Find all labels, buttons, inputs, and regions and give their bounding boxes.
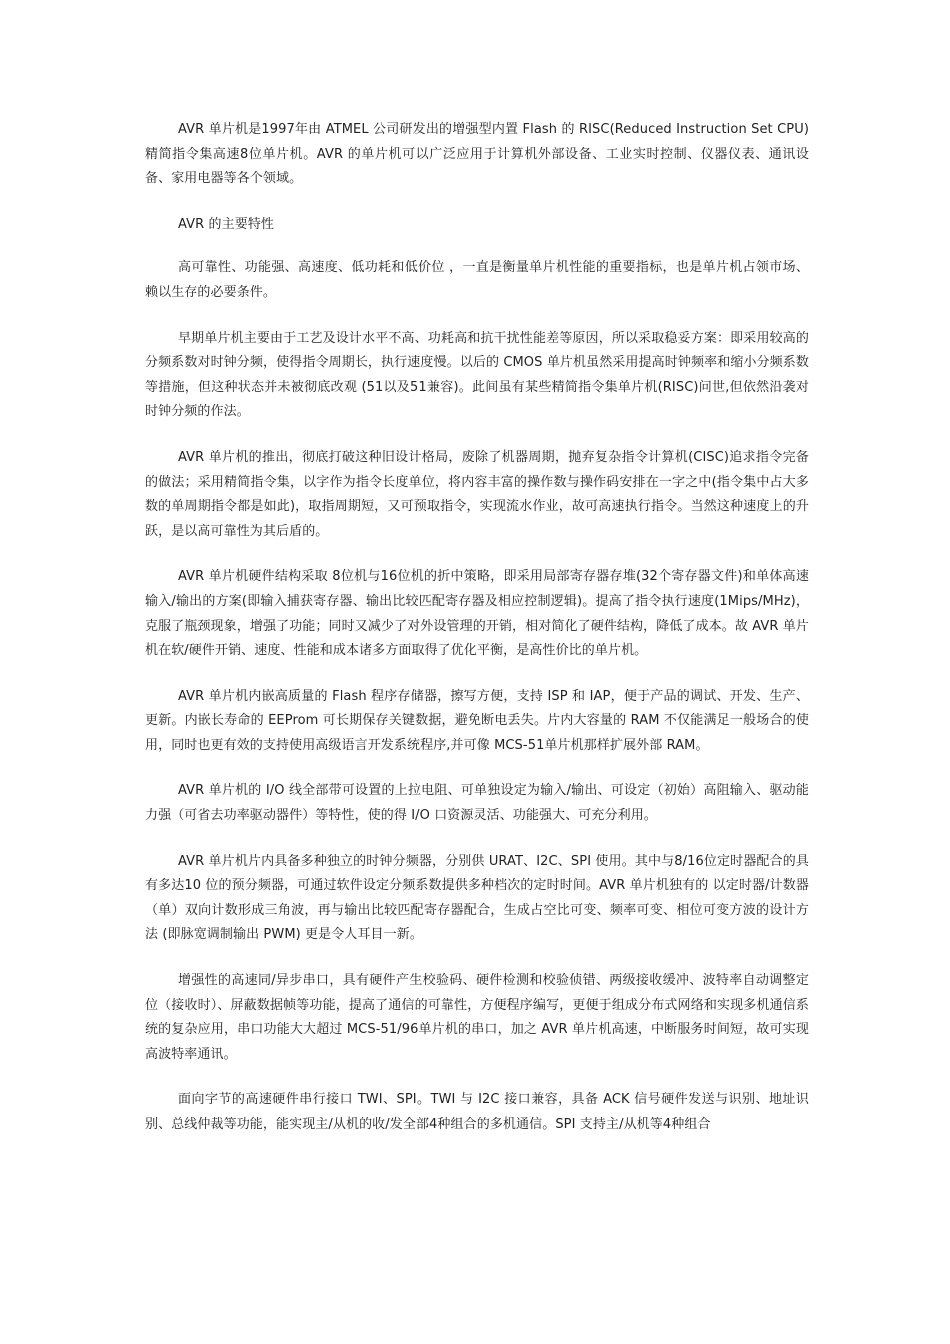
paragraph-flash-memory: AVR 单片机内嵌高质量的 Flash 程序存储器，擦写方便，支持 ISP 和 IAP，便于产品的调试、开发、生产、更新。内嵌长寿命的 EEProm 可长期保存关键数据，避免断电丢失。片内大容量的 RAM 不仅能满足一般场合的使用，同时也更有效的支持使用高级语言开发系统程序,并可像 MCS-51单片机那样扩展外部 RAM。 (145, 688, 809, 753)
paragraph-io-lines: AVR 单片机的 I/O 线全部带可设置的上拉电阻、可单独设定为输入/输出、可设定（初始）高阻输入、驱动能力强（可省去功率驱动器件）等特性，使的得 I/O 口资源灵活、功能强大、可充分利用。 (145, 783, 809, 824)
paragraph-hardware-structure: AVR 单片机硬件结构采取 8位机与16位机的折中策略，即采用局部寄存器存堆(32个寄存器文件)和单体高速输入/输出的方案(即输入捕获寄存器、输出比较匹配寄存器及相应控制逻辑)。提高了指令执行速度(1Mips/MHz)，克服了瓶颈现象，增强了功能；同时又减少了对外设管理的开销，相对简化了硬件结构，降低了成本。故 AVR 单片机在软/硬件开销、速度、性能和成本诸多方面取得了优化平衡，是高性价比的单片机。 (145, 569, 809, 659)
paragraph-clock-dividers: AVR 单片机片内具备多种独立的时钟分频器，分别供 URAT、I2C、SPI 使用。其中与8/16位定时器配合的具有多达10 位的预分频器，可通过软件设定分频系数提供多种档次的定时时间。AVR 单片机独有的 以定时器/计数器（单）双向计数形成三角波，再与输出比较匹配寄存器配合，生成占空比可变、频率可变、相位可变方波的设计方法 (即脉宽调制输出 PWM) 更是令人耳目一新。 (145, 853, 809, 943)
document-body (145, 118, 809, 1159)
paragraph-early-mcu: 早期单片机主要由于工艺及设计水平不高、功耗高和抗干扰性能差等原因，所以采取稳妥方案：即采用较高的分频系数对时钟分频，使得指令周期长，执行速度慢。以后的 CMOS 单片机虽然采用提高时钟频率和缩小分频系数等措施，但这种状态并未被彻底改观 (51以及51兼容)。此间虽有某些精简指令集单片机(RISC)问世,但依然沿袭对时钟分频的作法。 (145, 330, 809, 420)
paragraph-twi-spi: 面向字节的高速硬件串行接口 TWI、SPI。TWI 与 I2C 接口兼容，具备 ACK 信号硬件发送与识别、地址识别、总线仲裁等功能，能实现主/从机的收/发全部4种组合的多机通信。SPI 支持主/从机等4种组合 (145, 1092, 809, 1132)
section-heading: AVR 的主要特性 (178, 216, 275, 232)
paragraph-intro: AVR 单片机是1997年由 ATMEL 公司研发出的增强型内置 Flash 的 RISC(Reduced Instruction Set CPU) 精简指令集高速8位单片机。AVR 的单片机可以广泛应用于计算机外部设备、工业实时控制、仪器仪表、通讯设备、家用电器等各个领域。 (145, 122, 809, 187)
paragraph-avr-launch: AVR 单片机的推出，彻底打破这种旧设计格局，废除了机器周期，抛弃复杂指令计算机(CISC)追求指令完备的做法；采用精简指令集，以字作为指令长度单位，将内容丰富的操作数与操作码安排在一字之中(指令集中占大多数的单周期指令都是如此)，取指周期短，又可预取指令，实现流水作业，故可高速执行指令。当然这种速度上的升跃，是以高可靠性为其后盾的。 (145, 449, 809, 539)
paragraph-reliability: 高可靠性、功能强、高速度、低功耗和低价位 ，一直是衡量单片机性能的重要指标，也是单片机占领市场、赖以生存的必要条件。 (145, 260, 809, 300)
paragraph-serial-port: 增强性的高速同/异步串口，具有硬件产生校验码、硬件检测和校验侦错、两级接收缓冲、波特率自动调整定位（接收时）、屏蔽数据帧等功能，提高了通信的可靠性，方便程序编写，更便于组成分布式网络和实现多机通信系统的复杂应用，串口功能大大超过 MCS-51/96单片机的串口，加之 AVR 单片机高速，中断服务时间短，故可实现高波特率通讯。 (145, 973, 809, 1062)
